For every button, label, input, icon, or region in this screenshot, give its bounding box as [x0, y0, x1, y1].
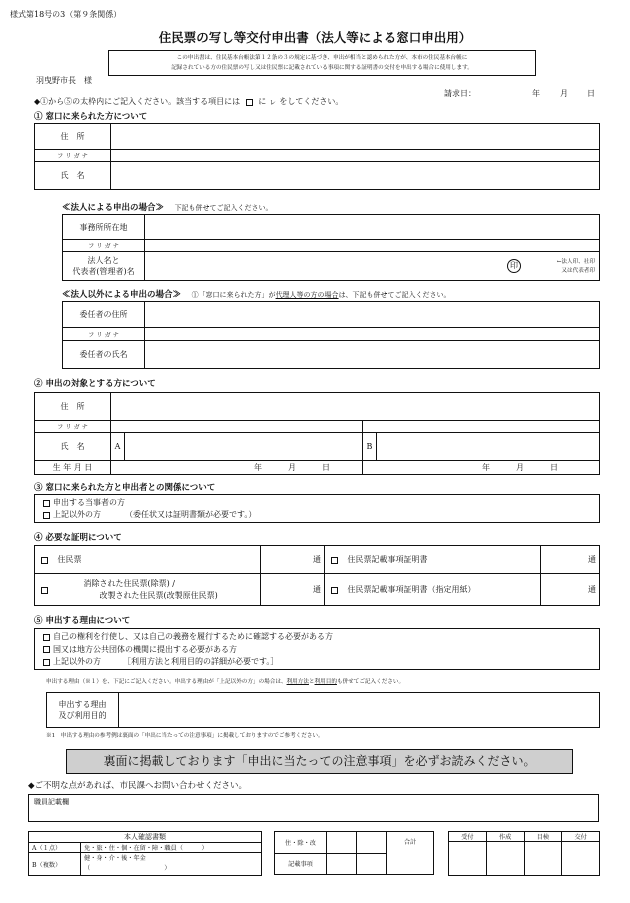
seal-note [557, 258, 595, 276]
target-name-label: 氏 名 [35, 433, 111, 461]
created-label: 作成 [486, 832, 524, 842]
id-docs-title: 本人確認書類 [29, 832, 262, 843]
usage-notice-line2: 記録されている方の住民票の写し又は住民票に記載されている事項に関する証明書の交付を申出する場合に使用します。 [171, 65, 473, 71]
seal-mark-icon: 印 [507, 259, 521, 273]
target-furigana-b-field[interactable] [363, 421, 600, 433]
notice-banner: 裏面に掲載しております「申出に当たっての注意事項」を必ずお読みください。 [66, 749, 573, 774]
cert-kisai-shitei-label: 住民票記載事項証明書（指定用紙） [345, 574, 541, 606]
checkbox-sample-icon [246, 99, 253, 106]
target-dob-label: 生 年 月 日 [35, 461, 111, 475]
target-address-field[interactable] [111, 393, 600, 421]
usage-notice-line1: この申出書は、住民基本台帳法第１２条の３の規定に基づき、申出が相当と認められた方が、本市の住民基本台帳に [176, 55, 468, 61]
reason-label [47, 693, 119, 728]
id-b-items [81, 853, 262, 876]
delegator-name-field[interactable] [145, 341, 600, 369]
visitor-address-field[interactable] [111, 124, 600, 150]
relation-other-label: 上記以外の方 [53, 510, 101, 519]
cert-jyohyo-checkbox[interactable] [41, 587, 48, 594]
id-a-label: A（１点） [29, 843, 81, 853]
cert-kisai-shitei-count[interactable]: 通 [541, 574, 600, 606]
cert-kisai-checkbox[interactable] [331, 557, 338, 564]
reason-option-1[interactable] [43, 631, 591, 644]
corp-name-label-1: 法人名と [87, 256, 120, 265]
noncorp-table [62, 301, 600, 369]
section1-title: ① 窓口に来られた方について [34, 112, 148, 122]
section5-title: ⑤ 申出する理由について [34, 616, 131, 626]
cert-jyohyo-cell[interactable] [35, 574, 55, 606]
request-year: 年 [532, 89, 540, 98]
usage-notice [108, 50, 536, 76]
reason-1-label: 自己の権利を行使し、又は自己の義務を履行するために確認する必要がある方 [53, 632, 333, 641]
visitor-address-label: 住 所 [35, 124, 111, 150]
cert-jyohyo-label-2: 改製された住民票(改製原住民票) [99, 590, 218, 600]
dob-b-month: 月 [516, 463, 524, 472]
delegator-name-label: 委任者の氏名 [63, 341, 145, 369]
corp-heading-text: ≪法人による申出の場合≫ [62, 203, 165, 213]
instruction-pre: ◆①から⑤の太枠内にご記入ください。該当する項目には [34, 97, 241, 106]
reason-instr-mid: と [308, 679, 315, 685]
cert-jyuminhyo-count[interactable]: 通 [261, 546, 325, 574]
res-label: 住・除・改 [275, 832, 327, 854]
relation-box [34, 494, 600, 523]
corp-table [62, 214, 600, 281]
target-b-label: B [363, 433, 377, 461]
cert-kisai-shitei-cell[interactable] [325, 574, 345, 606]
reason-3-checkbox[interactable] [43, 659, 50, 666]
delegator-furigana-field[interactable] [145, 328, 600, 341]
id-b-items-list: 健・身・介・後・年金 [84, 855, 146, 862]
cert-kisai-label: 住民票記載事項証明書 [345, 546, 541, 574]
seal-note-2: 又は代表者印 [561, 268, 595, 274]
noncorp-note-post: は、下記も併せてご記入ください。 [338, 291, 451, 299]
cert-jyohyo-label [55, 574, 261, 606]
page-title: 住民票の写し等交付申出書（法人等による窓口申出用） [158, 30, 472, 45]
cert-jyuminhyo-label: 住民票 [55, 546, 261, 574]
form-number: 様式第18号の3（第９条関係） [10, 10, 122, 19]
corp-furigana-field[interactable] [145, 240, 600, 252]
reason-instr-purpose: 利用目的 [314, 679, 337, 685]
checked-label: 目検 [524, 832, 562, 842]
noncorp-heading-text: ≪法人以外による申出の場合≫ [62, 290, 182, 300]
addressee: 羽曳野市長 様 [36, 76, 92, 85]
target-a-label: A [111, 433, 125, 461]
delegator-address-label: 委任者の住所 [63, 302, 145, 328]
reason-1-checkbox[interactable] [43, 634, 50, 641]
id-a-items: 免・旅・住・個・在留・障・職員（ ） [81, 843, 262, 853]
relation-option-other[interactable] [43, 509, 591, 521]
visitor-name-field[interactable] [111, 162, 600, 190]
cert-jyohyo-count[interactable]: 通 [261, 574, 325, 606]
relation-self-label: 申出する当事者の方 [53, 498, 125, 507]
process-table [448, 831, 600, 876]
reason-instr-pre: 申出する理由（※１）を、下記にご記入ください。申出する理由が「上記以外の方」の場合は、 [46, 679, 287, 685]
delegator-address-field[interactable] [145, 302, 600, 328]
issued-stamp [562, 842, 600, 876]
cert-jyohyo-label-1: 消除された住民票(除票) / [83, 578, 175, 588]
reason-footnote: ※1 申出する理由の参考例は裏面の「申出に当たっての注意事項」に掲載しておりますのでご参考ください。 [46, 733, 324, 739]
reason-field[interactable] [119, 693, 600, 728]
reason-label-2: 及び利用目的 [58, 711, 107, 720]
reason-label-1: 申出する理由 [58, 700, 107, 709]
reason-instr-method: 利用方法 [286, 679, 309, 685]
delegator-furigana-label: フ リ ガ ナ [63, 328, 145, 341]
dob-a-year: 年 [254, 463, 262, 472]
instruction [34, 96, 343, 107]
relation-other-note: （委任状又は証明書類が必要です。） [125, 510, 257, 519]
visitor-furigana-field[interactable] [111, 150, 600, 162]
instruction-post: に ㇾ をしてください。 [258, 97, 344, 106]
target-name-a-field[interactable] [125, 433, 363, 461]
reason-option-3[interactable] [43, 656, 591, 669]
reason-instr-post: も併せてご記入ください。 [336, 679, 405, 685]
office-label: 事務所所在地 [63, 215, 145, 240]
cert-jyuminhyo-checkbox[interactable] [41, 557, 48, 564]
section2-title: ② 申出の対象とする方について [34, 379, 156, 389]
corp-name-label-2: 代表者(管理者)名 [72, 267, 135, 276]
visitor-name-label: 氏 名 [35, 162, 111, 190]
corp-name-field[interactable] [145, 252, 600, 281]
noncorp-note-pre: ①「窓口に来られた方」が [191, 291, 276, 299]
dob-b-year: 年 [482, 463, 490, 472]
cert-kisai-shitei-checkbox[interactable] [331, 587, 338, 594]
cert-table [34, 545, 600, 606]
staff-count-table [274, 831, 434, 875]
reason-option-2[interactable] [43, 644, 591, 657]
entry-label: 記載事項 [275, 853, 327, 875]
target-address-label: 住 所 [35, 393, 111, 421]
request-date-label: 請求日： [444, 89, 476, 98]
id-b-paren: （ ） [84, 865, 171, 872]
received-label: 受付 [449, 832, 487, 842]
created-stamp [486, 842, 524, 876]
target-furigana-a-field[interactable] [111, 421, 363, 433]
request-month: 月 [560, 89, 568, 98]
target-dob-b-field[interactable] [363, 461, 600, 475]
reason-instruction [46, 677, 404, 685]
corp-note: 下記も併せてご記入ください。 [174, 204, 273, 212]
dob-b-day: 日 [550, 463, 558, 472]
reason-table [46, 692, 600, 728]
corp-name-label [63, 252, 145, 281]
checked-stamp [524, 842, 562, 876]
reason-2-label: 国又は地方公共団体の機関に提出する必要がある方 [53, 644, 237, 654]
reason-2-checkbox[interactable] [43, 646, 50, 653]
relation-other-checkbox[interactable] [43, 512, 50, 519]
target-furigana-label: フ リ ガ ナ [35, 421, 111, 433]
staff-label: 職員記載欄 [34, 798, 69, 806]
reason-3-label: 上記以外の方 [53, 657, 101, 666]
corp-furigana-label: フ リ ガ ナ [63, 240, 145, 252]
section3-title: ③ 窓口に来られた方と申出者との関係について [34, 483, 216, 493]
relation-option-self[interactable] [43, 497, 591, 509]
target-dob-a-field[interactable] [111, 461, 363, 475]
total-label: 合計 [387, 832, 434, 875]
target-table [34, 392, 600, 475]
reason-3-note: ［利用方法と利用目的の詳細が必要です。］ [123, 657, 279, 666]
cert-jyuminhyo-cell[interactable] [35, 546, 55, 574]
noncorp-note [192, 291, 451, 299]
seal-note-1: ←法人印、社印 [556, 259, 595, 265]
id-docs-table [28, 831, 262, 876]
visitor-table [34, 123, 600, 190]
section4-title: ④ 必要な証明について [34, 533, 122, 543]
reason-options-box [34, 628, 600, 670]
cert-kisai-cell[interactable] [325, 546, 345, 574]
target-name-b-field[interactable] [377, 433, 600, 461]
office-field[interactable] [145, 215, 600, 240]
visitor-furigana-label: フ リ ガ ナ [35, 150, 111, 162]
received-stamp [449, 842, 487, 876]
relation-self-checkbox[interactable] [43, 500, 50, 507]
corp-heading [62, 201, 273, 213]
id-b-label: B（複数） [29, 853, 81, 876]
issued-label: 交付 [562, 832, 600, 842]
cert-kisai-count[interactable]: 通 [541, 546, 600, 574]
noncorp-note-ul: 代理人等の方の場合 [275, 291, 339, 299]
request-day: 日 [587, 89, 595, 98]
dob-a-month: 月 [288, 463, 296, 472]
dob-a-day: 日 [322, 463, 330, 472]
staff-box [28, 794, 599, 822]
noncorp-heading [62, 288, 451, 300]
contact-note: ◆ご不明な点があれば、市民課へお問い合わせください。 [28, 781, 248, 791]
